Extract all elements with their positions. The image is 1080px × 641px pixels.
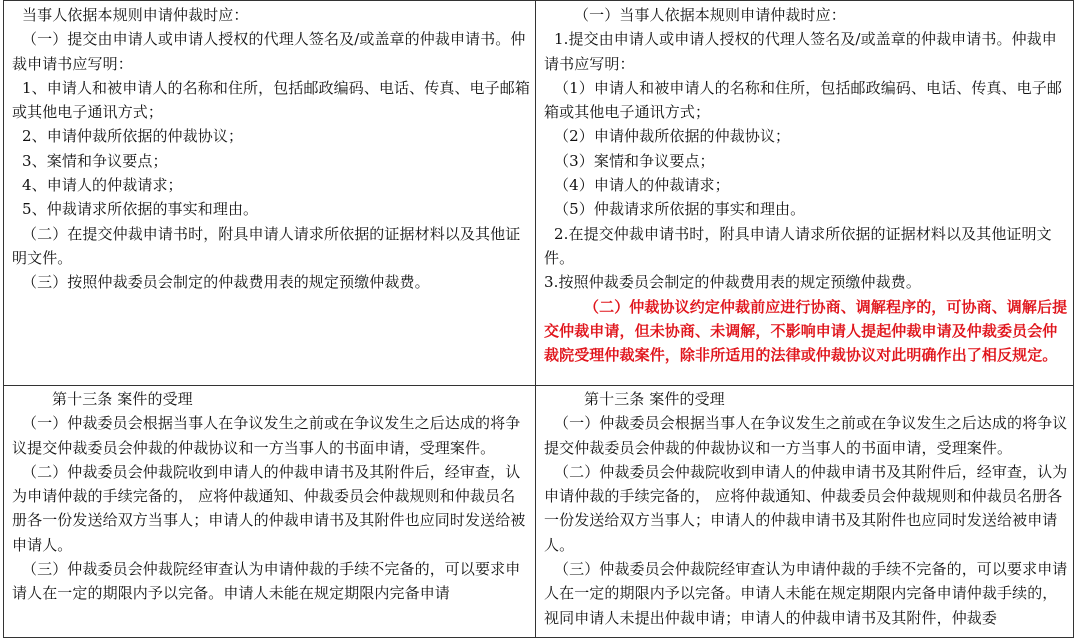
paragraph: 3.按照仲裁委员会制定的仲裁费用表的规定预缴仲裁费。	[544, 273, 921, 292]
comparison-table	[3, 0, 1074, 638]
article-heading: 第十三条 案件的受理	[584, 390, 725, 408]
paragraph: （一）当事人依据本规则申请仲裁时应：	[574, 6, 846, 24]
paragraph: 2.在提交仲裁申请书时，附具申请人请求所依据的证据材料以及其他证明文件。	[544, 224, 1052, 267]
right-top-cell	[536, 1, 1073, 385]
paragraph: （4）申请人的仲裁请求；	[554, 176, 730, 195]
paragraph: 当事人依据本规则申请仲裁时应：	[22, 6, 249, 24]
paragraph: （二）仲裁委员会仲裁院收到申请人的仲裁申请书及其附件后，经审查，认为申请仲裁的手续完备的， 应将仲裁通知、仲裁委员会仲裁规则和仲裁员名册各一份发送给双方当事人；申请人的仲裁申请书及其附件也应同时发送给被申请人。	[544, 462, 1068, 554]
right-bottom-cell	[536, 386, 1073, 638]
paragraph: （三）按照仲裁委员会制定的仲裁费用表的规定预缴仲裁费。	[22, 273, 430, 292]
paragraph: （二）仲裁委员会仲裁院收到申请人的仲裁申请书及其附件后，经审查，认为申请仲裁的手续完备的， 应将仲裁通知、仲裁委员会仲裁规则和仲裁员名册各一份发送给双方当事人；申请人的仲裁申请书及其附件也应同时发送给被申请人。	[12, 462, 526, 554]
paragraph: （2）申请仲裁所依据的仲裁协议；	[554, 127, 791, 146]
paragraph: 2、申请仲裁所依据的仲裁协议；	[22, 127, 244, 146]
left-top-cell	[4, 1, 535, 385]
paragraph: （二）在提交仲裁申请书时，附具申请人请求所依据的证据材料以及其他证明文件。	[12, 224, 521, 267]
paragraph: （三）仲裁委员会仲裁院经审查认为申请仲裁的手续不完备的，可以要求申请人在一定的期限内予以完备。申请人未能在规定期限内完备申请	[12, 560, 521, 603]
paragraph: 1.提交由申请人或申请人授权的代理人签名及/或盖章的仲裁申请书。仲裁申请书应写明：	[544, 30, 1057, 73]
paragraph: （5）仲裁请求所依据的事实和理由。	[554, 200, 806, 219]
paragraph: 4、申请人的仲裁请求；	[22, 176, 183, 195]
paragraph: （一）仲裁委员会根据当事人在争议发生之前或在争议发生之后达成的将争议提交仲裁委员会仲裁的仲裁协议和一方当事人的书面申请，受理案件。	[544, 414, 1068, 457]
paragraph: （三）仲裁委员会仲裁院经审查认为申请仲裁的手续不完备的，可以要求申请人在一定的期限内予以完备。申请人未能在规定期限内完备申请仲裁手续的，视同申请人未提出仲裁申请；申请人的仲裁申请书及其附件，仲裁委	[544, 560, 1068, 627]
paragraph: （3）案情和争议要点；	[554, 151, 715, 170]
paragraph: 1、申请人和被申请人的名称和住所，包括邮政编码、电话、传真、电子邮箱或其他电子通讯方式；	[12, 78, 530, 122]
article-heading: 第十三条 案件的受理	[52, 390, 193, 408]
paragraph: （一）仲裁委员会根据当事人在争议发生之前或在争议发生之后达成的将争议提交仲裁委员会仲裁的仲裁协议和一方当事人的书面申请，受理案件。	[12, 414, 521, 457]
paragraph: （一）提交由申请人或申请人授权的代理人签名及/或盖章的仲裁申请书。仲裁申请书应写明：	[12, 30, 526, 73]
left-bottom-cell	[4, 386, 535, 638]
paragraph: 5、仲裁请求所依据的事实和理由。	[22, 200, 259, 219]
paragraph: 3、案情和争议要点；	[22, 151, 168, 170]
paragraph: （1）申请人和被申请人的名称和住所，包括邮政编码、电话、传真、电子邮箱或其他电子通讯方式；	[544, 78, 1062, 122]
highlighted-amendment: （二）仲裁协议约定仲裁前应进行协商、调解程序的，可协商、调解后提交仲裁申请，但未协商、未调解，不影响申请人提起仲裁申请及仲裁委员会仲裁院受理仲裁案件，除非所适用的法律或仲裁协议对此明确作出了相反规定。	[544, 297, 1068, 365]
